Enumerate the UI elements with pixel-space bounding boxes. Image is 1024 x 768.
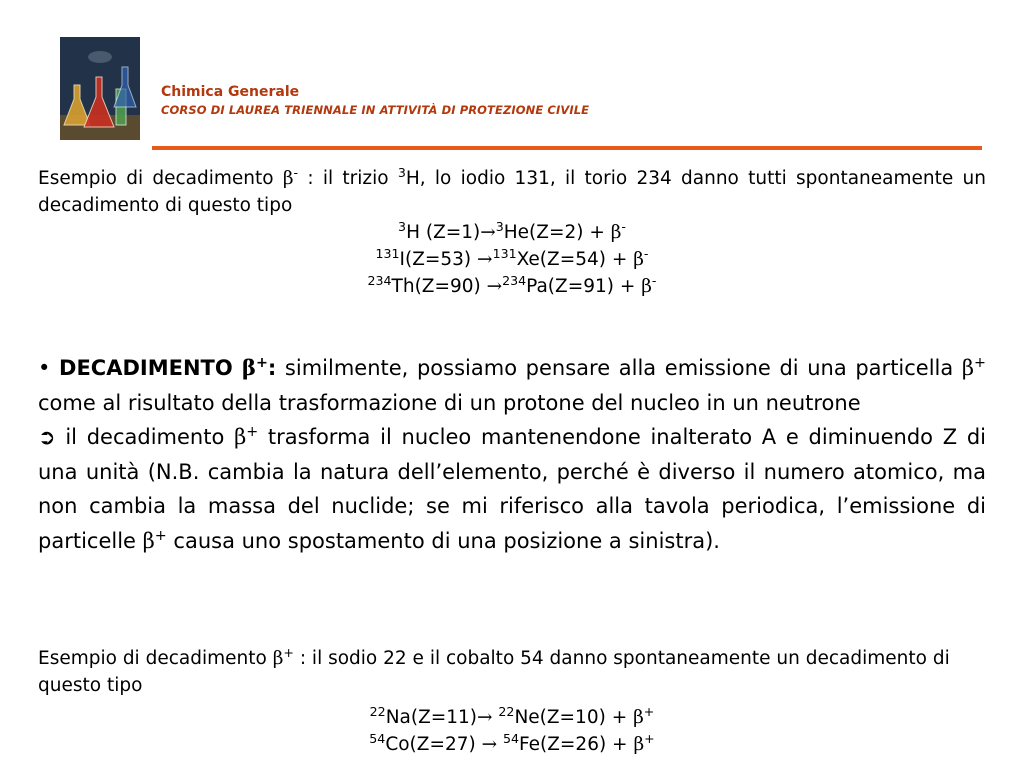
equation-sodium: $^{22}$Na(Z=11)→ $^{22}$Ne(Z=10) + β+: [369, 704, 655, 728]
equation-iodine: $^{131}$I(Z=53) →$^{131}$Xe(Z=54) + β-: [375, 246, 649, 270]
example-beta-minus: [38, 165, 986, 300]
chemistry-flasks-logo: [60, 37, 140, 140]
header-divider: [152, 146, 982, 150]
beta-plus-explanation: ➲ il decadimento β+ trasforma il nucleo mantenendone inalterato A e diminuendo Z di una unità (N.B. cambia la natura dell’elemento, perché è diverso il numero atomico, ma non cambia la massa del nuclide; se mi riferisco alla tavola periodica, l’emissione di particelle β+ causa uno spostamento di una posizione a sinistra).: [38, 424, 986, 553]
equation-tritium: $^3$H (Z=1)→$^3$He(Z=2) + β-: [398, 219, 626, 243]
arrow-right-icon: ➲: [38, 425, 56, 449]
flasks-illustration: [60, 37, 140, 140]
example-beta-plus-text: Esempio di decadimento β+ : il sodio 22 e il cobalto 54 danno spontaneamente un decadimento di questo tipo: [38, 645, 950, 696]
example-beta-plus-equations: [38, 704, 986, 758]
bullet-icon: •: [38, 356, 51, 380]
beta-plus-section: [38, 351, 986, 558]
equation-cobalt: $^{54}$Co(Z=27) → $^{54}$Fe(Z=26) + β+: [369, 731, 655, 755]
course-title: Chimica Generale: [161, 84, 300, 100]
example-beta-minus-text: Esempio di decadimento β- : il trizio $^3$H, lo iodio 131, il torio 234 danno tutti spontaneamente un decadimento di questo tipo: [38, 165, 986, 216]
course-subtitle: CORSO DI LAUREA TRIENNALE IN ATTIVITÀ DI PROTEZIONE CIVILE: [161, 103, 590, 117]
equation-thorium: $^{234}$Th(Z=90) →$^{234}$Pa(Z=91) + β-: [367, 273, 657, 297]
example-beta-plus: [38, 645, 968, 699]
beta-plus-definition: • DECADIMENTO β+: similmente, possiamo pensare alla emissione di una particella β+ come al risultato della trasformazione di un protone del nucleo in un neutrone: [38, 355, 986, 415]
